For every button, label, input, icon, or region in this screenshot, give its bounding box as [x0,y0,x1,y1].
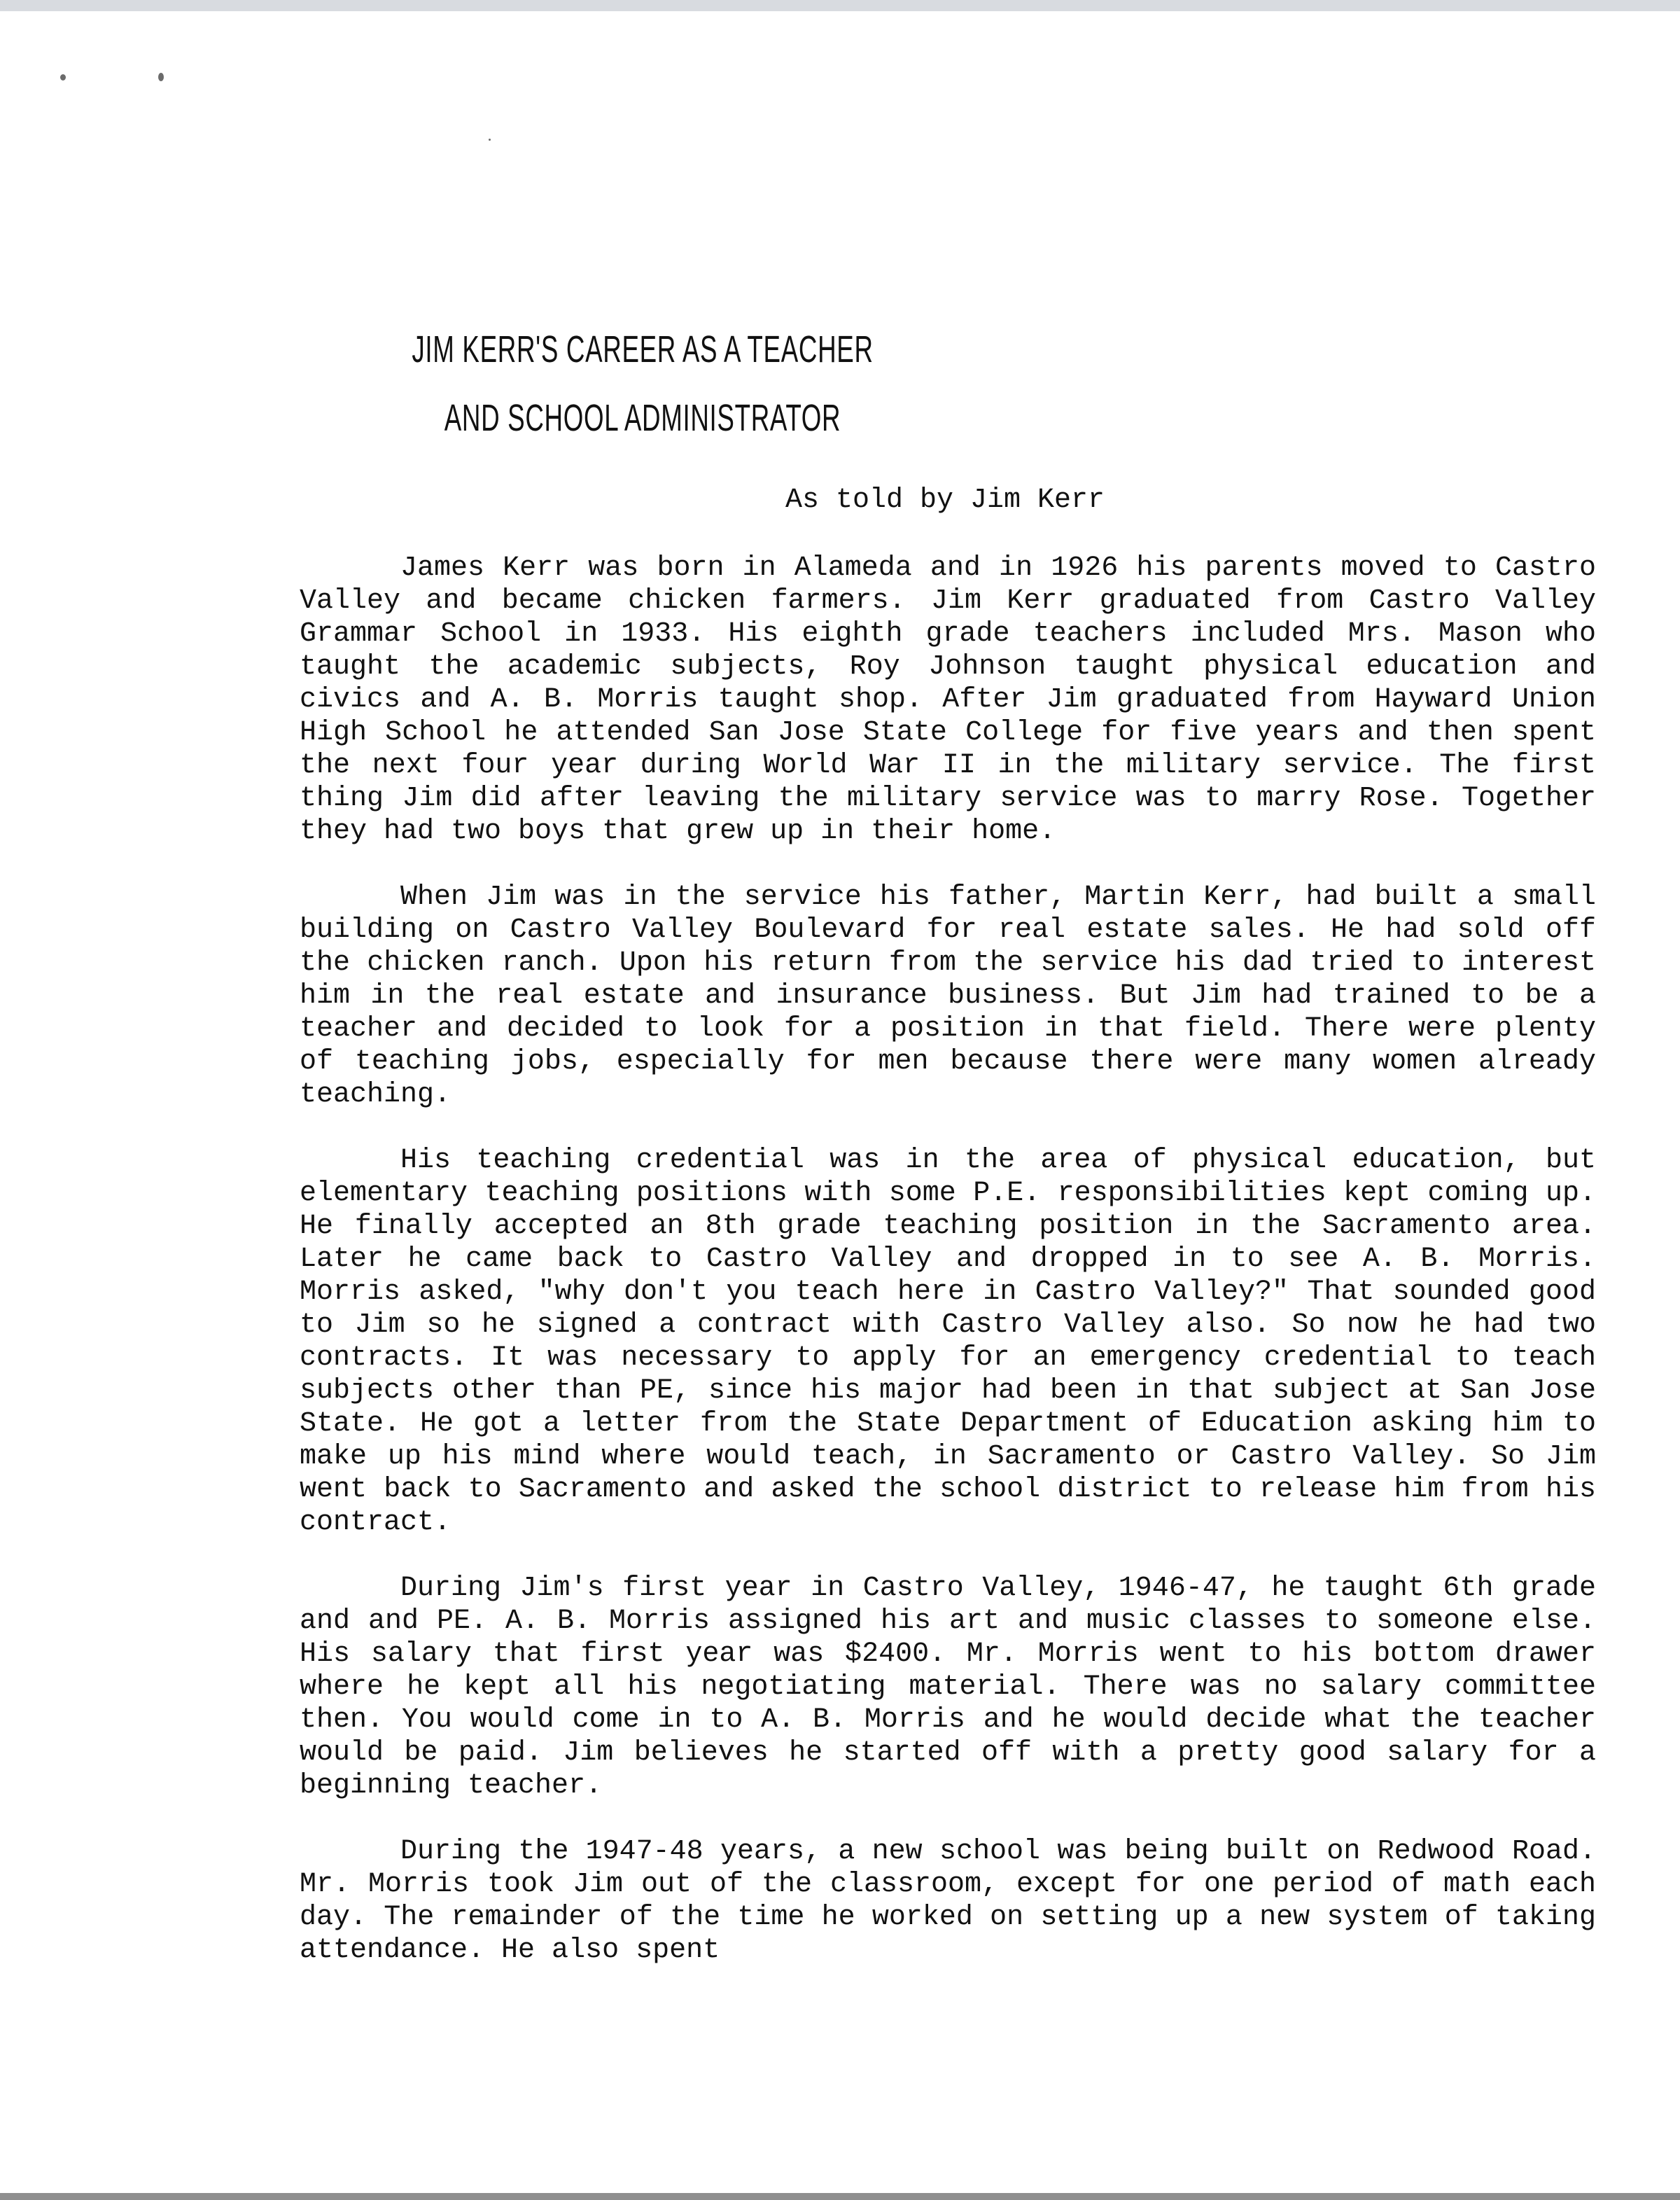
document-title-line-2: AND SCHOOL ADMINISTRATOR [444,397,841,439]
paragraph: When Jim was in the service his father, Martin Kerr, had built a small building on Castro Valley Boulevard for real estate sales. He had sold off the chicken ranch. Upon his return from the service his dad tried to interest him in the real estate and insurance business. But Jim had trained to be a teacher and decided to look for a position in that field. There were plenty of teaching jobs, especially for men because there were many women already teaching. [300,882,1596,1111]
paragraph: During the 1947-48 years, a new school was being built on Redwood Road. Mr. Morris took Jim out of the classroom, except for one period of math each day. The remainder of the time he worked on setting up a new system of taking attendance. He also spent [300,1836,1596,1966]
scan-speck [158,73,164,81]
document-attribution: As told by Jim Kerr [785,485,1105,516]
paragraph: During Jim's first year in Castro Valley, 1946-47, he taught 6th grade and and PE. A. B. Morris assigned his art and music classes to someone else. His salary that first year was $2400. Mr. Morris went to his bottom drawer where he kept all his negotiating material. There was no salary committee then. You would come in to A. B. Morris and he would decide what the teacher would be paid. Jim believes he started off with a pretty good salary for a beginning teacher. [300,1573,1596,1802]
document-body [300,552,1596,2000]
scan-speck [60,74,66,81]
paragraph: His teaching credential was in the area of physical education, but elementary teaching positions with some P.E. responsibilities kept coming up. He finally accepted an 8th grade teaching position in the Sacramento area. Later he came back to Castro Valley and dropped in to see A. B. Morris. Morris asked, "why don't you teach here in Castro Valley?" That sounded good to Jim so he signed a contract with Castro Valley also. So now he had two contracts. It was necessary to apply for an emergency credential to teach subjects other than PE, since his major had been in that subject at San Jose State. He got a letter from the State Department of Education asking him to make up his mind where would teach, in Sacramento or Castro Valley. So Jim went back to Sacramento and asked the school district to release him from his contract. [300,1145,1596,1538]
scan-bottom-edge [0,2193,1680,2200]
scan-top-edge [0,0,1680,11]
scan-speck [489,139,491,141]
document-title-line-1: JIM KERR'S CAREER AS A TEACHER [412,328,874,370]
paragraph: James Kerr was born in Alameda and in 1926 his parents moved to Castro Valley and became chicken farmers. Jim Kerr graduated from Castro Valley Grammar School in 1933. His eighth grade teachers included Mrs. Mason who taught the academic subjects, Roy Johnson taught physical education and civics and A. B. Morris taught shop. After Jim graduated from Hayward Union High School he attended San Jose State College for five years and then spent the next four year during World War II in the military service. The first thing Jim did after leaving the military service was to marry Rose. Together they had two boys that grew up in their home. [300,552,1596,847]
